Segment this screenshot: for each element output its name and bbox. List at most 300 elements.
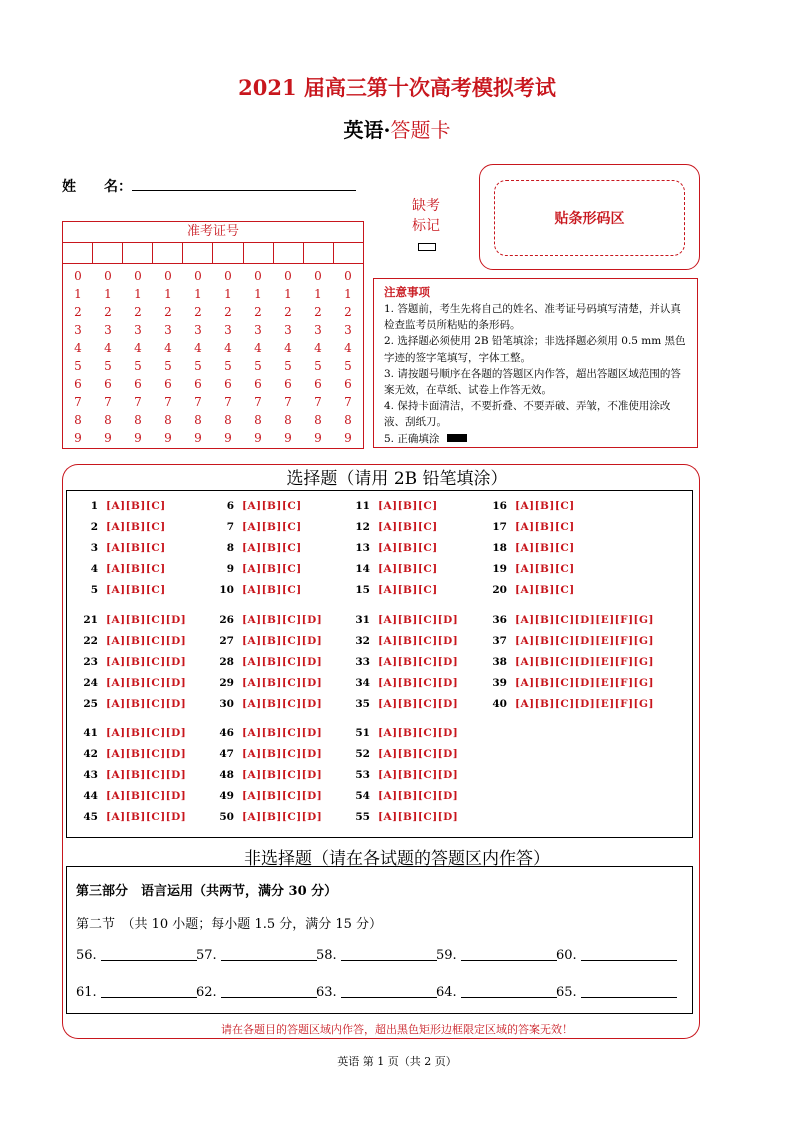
question-37[interactable] — [487, 635, 654, 647]
id-digit-bubble[interactable]: 5 — [344, 359, 352, 373]
blank-57[interactable] — [196, 948, 317, 963]
id-digit-bubble[interactable]: 1 — [74, 287, 82, 301]
id-digit-bubble[interactable]: 6 — [224, 377, 232, 391]
answer-options[interactable]: [A][B][C][D] — [378, 769, 459, 781]
question-number: 26 — [219, 614, 234, 626]
blank-line[interactable] — [461, 960, 557, 961]
question-number: 28 — [219, 656, 234, 668]
question-44[interactable] — [78, 790, 186, 802]
question-number: 23 — [83, 656, 98, 668]
id-digit-bubble[interactable]: 2 — [134, 305, 142, 319]
answer-options[interactable]: [A][B][C] — [378, 500, 438, 512]
question-41[interactable] — [78, 727, 186, 739]
question-number: 29 — [219, 677, 234, 689]
id-digit-bubble[interactable]: 0 — [134, 269, 142, 283]
answer-options[interactable]: [A][B][C] — [242, 500, 302, 512]
id-digit-bubble[interactable]: 6 — [194, 377, 202, 391]
question-46[interactable] — [214, 727, 322, 739]
id-digit-bubble[interactable]: 1 — [224, 287, 232, 301]
answer-options[interactable]: [A][B][C][D] — [242, 811, 323, 823]
question-52[interactable] — [350, 748, 458, 760]
answer-options[interactable]: [A][B][C][D] — [242, 769, 323, 781]
answer-options[interactable]: [A][B][C][D] — [106, 811, 187, 823]
id-digit-bubble[interactable]: 4 — [194, 341, 202, 355]
id-digit-column — [243, 264, 273, 444]
question-27[interactable] — [214, 635, 322, 647]
question-17[interactable] — [487, 521, 575, 533]
question-12[interactable] — [350, 521, 438, 533]
id-digit-bubble[interactable]: 6 — [164, 377, 172, 391]
id-digit-bubble[interactable]: 7 — [194, 395, 202, 409]
blank-line[interactable] — [101, 960, 197, 961]
question-15[interactable] — [350, 584, 438, 596]
id-digit-bubble[interactable]: 7 — [104, 395, 112, 409]
blank-line[interactable] — [581, 960, 677, 961]
id-digit-bubble[interactable]: 9 — [74, 431, 82, 445]
exam-id-cells — [63, 243, 363, 264]
id-digit-bubble[interactable]: 1 — [254, 287, 262, 301]
id-digit-bubble[interactable]: 7 — [284, 395, 292, 409]
question-3[interactable] — [78, 542, 166, 554]
id-digit-column — [183, 264, 213, 444]
question-number: 34 — [355, 677, 370, 689]
question-50[interactable] — [214, 811, 322, 823]
question-23[interactable] — [78, 656, 186, 668]
id-digit-bubble[interactable]: 0 — [224, 269, 232, 283]
id-digit-bubble[interactable]: 8 — [284, 413, 292, 427]
question-14[interactable] — [350, 563, 438, 575]
id-digit-column — [123, 264, 153, 444]
question-number: 17 — [492, 521, 507, 533]
question-number: 10 — [219, 584, 234, 596]
id-digit-bubble[interactable]: 2 — [314, 305, 322, 319]
answer-options[interactable]: [A][B][C] — [242, 521, 302, 533]
answer-options[interactable]: [A][B][C] — [242, 563, 302, 575]
question-number: 50 — [219, 811, 234, 823]
answer-options[interactable]: [A][B][C][D] — [242, 635, 323, 647]
id-digit-bubble[interactable]: 3 — [284, 323, 292, 337]
question-26[interactable] — [214, 614, 322, 626]
id-digit-bubble[interactable]: 7 — [254, 395, 262, 409]
answer-options[interactable]: [A][B][C] — [515, 542, 575, 554]
answer-options[interactable]: [A][B][C][D] — [106, 635, 187, 647]
id-digit-bubble[interactable]: 6 — [254, 377, 262, 391]
answer-options[interactable]: [A][B][C] — [106, 500, 166, 512]
id-digit-bubble[interactable]: 2 — [104, 305, 112, 319]
id-digit-bubble[interactable]: 2 — [194, 305, 202, 319]
question-number: 19 — [492, 563, 507, 575]
id-digit-bubble[interactable]: 5 — [194, 359, 202, 373]
blank-number: 56. — [76, 948, 97, 963]
question-7[interactable] — [214, 521, 302, 533]
id-digit-bubble[interactable]: 7 — [224, 395, 232, 409]
answer-options[interactable]: [A][B][C] — [515, 584, 575, 596]
blank-65[interactable] — [556, 985, 677, 1000]
question-number: 4 — [90, 563, 98, 575]
id-digit-bubble[interactable]: 8 — [344, 413, 352, 427]
id-digit-bubble[interactable]: 5 — [254, 359, 262, 373]
answer-options[interactable]: [A][B][C][D] — [378, 748, 459, 760]
id-digit-bubble[interactable]: 7 — [164, 395, 172, 409]
id-cell[interactable] — [183, 243, 213, 263]
id-digit-bubble[interactable]: 6 — [344, 377, 352, 391]
question-24[interactable] — [78, 677, 186, 689]
question-number: 12 — [355, 521, 370, 533]
answer-options[interactable]: [A][B][C][D] — [106, 677, 187, 689]
answer-options[interactable]: [A][B][C][D] — [242, 748, 323, 760]
id-digit-bubble[interactable]: 7 — [134, 395, 142, 409]
id-digit-bubble[interactable]: 5 — [224, 359, 232, 373]
question-number: 20 — [492, 584, 507, 596]
id-digit-bubble[interactable]: 6 — [104, 377, 112, 391]
id-digit-bubble[interactable]: 0 — [314, 269, 322, 283]
id-digit-bubble[interactable]: 9 — [314, 431, 322, 445]
blank-line[interactable] — [461, 997, 557, 998]
answer-options[interactable]: [A][B][C] — [242, 584, 302, 596]
id-digit-bubble[interactable]: 2 — [344, 305, 352, 319]
blank-62[interactable] — [196, 985, 317, 1000]
id-cell[interactable] — [244, 243, 274, 263]
blank-number: 63. — [316, 985, 337, 1000]
blank-line[interactable] — [341, 997, 437, 998]
question-34[interactable] — [350, 677, 458, 689]
answer-options[interactable]: [A][B][C][D] — [378, 656, 459, 668]
id-digit-bubble[interactable]: 9 — [344, 431, 352, 445]
question-31[interactable] — [350, 614, 458, 626]
id-digit-bubble[interactable]: 5 — [314, 359, 322, 373]
id-digit-bubble[interactable]: 8 — [104, 413, 112, 427]
answer-options[interactable]: [A][B][C][D] — [106, 656, 187, 668]
id-cell[interactable] — [123, 243, 153, 263]
answer-options[interactable]: [A][B][C][D] — [242, 656, 323, 668]
id-digit-bubble[interactable]: 8 — [164, 413, 172, 427]
answer-options[interactable]: [A][B][C][D] — [106, 748, 187, 760]
question-number: 37 — [492, 635, 507, 647]
question-number: 44 — [83, 790, 98, 802]
id-digit-bubble[interactable]: 7 — [74, 395, 82, 409]
question-number: 24 — [83, 677, 98, 689]
id-digit-bubble[interactable]: 0 — [74, 269, 82, 283]
id-cell[interactable] — [153, 243, 183, 263]
question-number: 11 — [355, 500, 370, 512]
blank-63[interactable] — [316, 985, 437, 1000]
blank-number: 61. — [76, 985, 97, 1000]
id-digit-bubble[interactable]: 0 — [284, 269, 292, 283]
exam-id-title: 准考证号 — [63, 222, 363, 243]
id-digit-column — [93, 264, 123, 444]
id-digit-bubble[interactable]: 7 — [314, 395, 322, 409]
answer-options[interactable]: [A][B][C][D] — [378, 698, 459, 710]
id-digit-bubble[interactable]: 3 — [194, 323, 202, 337]
question-number: 18 — [492, 542, 507, 554]
id-digit-bubble[interactable]: 8 — [194, 413, 202, 427]
question-4[interactable] — [78, 563, 166, 575]
question-8[interactable] — [214, 542, 302, 554]
question-39[interactable] — [487, 677, 654, 689]
id-digit-bubble[interactable]: 9 — [104, 431, 112, 445]
id-digit-bubble[interactable]: 2 — [284, 305, 292, 319]
answer-options[interactable]: [A][B][C][D] — [106, 769, 187, 781]
id-digit-bubble[interactable]: 9 — [194, 431, 202, 445]
id-digit-bubble[interactable]: 4 — [104, 341, 112, 355]
question-number: 3 — [90, 542, 98, 554]
id-digit-bubble[interactable]: 2 — [224, 305, 232, 319]
answer-options[interactable]: [A][B][C] — [515, 563, 575, 575]
mcq-title: 选择题（请用 2B 铅笔填涂） — [286, 469, 508, 489]
id-digit-bubble[interactable]: 8 — [254, 413, 262, 427]
id-digit-bubble[interactable]: 8 — [224, 413, 232, 427]
answer-options[interactable]: [A][B][C] — [515, 500, 575, 512]
id-digit-bubble[interactable]: 1 — [134, 287, 142, 301]
id-digit-bubble[interactable]: 7 — [344, 395, 352, 409]
id-digit-bubble[interactable]: 5 — [164, 359, 172, 373]
answer-options[interactable]: [A][B][C][D][E][F][G] — [515, 614, 654, 626]
id-digit-bubble[interactable]: 5 — [134, 359, 142, 373]
id-digit-bubble[interactable]: 1 — [284, 287, 292, 301]
answer-options[interactable]: [A][B][C][D] — [106, 790, 187, 802]
question-number: 43 — [83, 769, 98, 781]
question-13[interactable] — [350, 542, 438, 554]
answer-options[interactable]: [A][B][C][D] — [378, 811, 459, 823]
blank-number: 65. — [556, 985, 577, 1000]
id-digit-bubble[interactable]: 9 — [134, 431, 142, 445]
id-digit-bubble[interactable]: 4 — [164, 341, 172, 355]
question-51[interactable] — [350, 727, 458, 739]
id-cell[interactable] — [274, 243, 304, 263]
question-number: 46 — [219, 727, 234, 739]
id-digit-bubble[interactable]: 8 — [134, 413, 142, 427]
blank-60[interactable] — [556, 948, 677, 963]
question-number: 38 — [492, 656, 507, 668]
question-number: 53 — [355, 769, 370, 781]
question-53[interactable] — [350, 769, 458, 781]
id-digit-bubble[interactable]: 6 — [134, 377, 142, 391]
id-digit-bubble[interactable]: 3 — [134, 323, 142, 337]
id-digit-bubble[interactable]: 0 — [104, 269, 112, 283]
question-55[interactable] — [350, 811, 458, 823]
question-19[interactable] — [487, 563, 575, 575]
id-digit-bubble[interactable]: 1 — [314, 287, 322, 301]
id-digit-bubble[interactable]: 5 — [74, 359, 82, 373]
question-38[interactable] — [487, 656, 654, 668]
answer-options[interactable]: [A][B][C] — [106, 521, 166, 533]
id-digit-bubble[interactable]: 3 — [344, 323, 352, 337]
id-digit-bubble[interactable]: 5 — [284, 359, 292, 373]
question-11[interactable] — [350, 500, 438, 512]
id-digit-bubble[interactable]: 2 — [164, 305, 172, 319]
answer-options[interactable]: [A][B][C][D] — [378, 635, 459, 647]
answer-options[interactable]: [A][B][C][D] — [242, 677, 323, 689]
answer-options[interactable]: [A][B][C][D] — [106, 698, 187, 710]
question-22[interactable] — [78, 635, 186, 647]
id-digit-bubble[interactable]: 6 — [74, 377, 82, 391]
answer-options[interactable]: [A][B][C][D][E][F][G] — [515, 698, 654, 710]
id-digit-bubble[interactable]: 4 — [254, 341, 262, 355]
question-9[interactable] — [214, 563, 302, 575]
answer-options[interactable]: [A][B][C][D] — [242, 698, 323, 710]
question-20[interactable] — [487, 584, 575, 596]
blank-61[interactable] — [76, 985, 197, 1000]
question-45[interactable] — [78, 811, 186, 823]
question-number: 15 — [355, 584, 370, 596]
question-40[interactable] — [487, 698, 654, 710]
id-digit-bubble[interactable]: 0 — [344, 269, 352, 283]
question-number: 40 — [492, 698, 507, 710]
question-25[interactable] — [78, 698, 186, 710]
blank-line[interactable] — [101, 997, 197, 998]
id-digit-bubble[interactable]: 3 — [74, 323, 82, 337]
id-cell[interactable] — [334, 243, 363, 263]
blank-number: 64. — [436, 985, 457, 1000]
id-digit-column — [303, 264, 333, 444]
id-digit-bubble[interactable]: 0 — [194, 269, 202, 283]
question-number: 9 — [226, 563, 234, 575]
answer-options[interactable]: [A][B][C] — [242, 542, 302, 554]
question-number: 36 — [492, 614, 507, 626]
blank-line[interactable] — [221, 997, 317, 998]
id-digit-bubble[interactable]: 4 — [224, 341, 232, 355]
question-33[interactable] — [350, 656, 458, 668]
id-digit-column — [333, 264, 363, 444]
question-1[interactable] — [78, 500, 166, 512]
question-49[interactable] — [214, 790, 322, 802]
subject-title — [0, 114, 794, 143]
id-digit-bubble[interactable]: 4 — [284, 341, 292, 355]
question-10[interactable] — [214, 584, 302, 596]
question-28[interactable] — [214, 656, 322, 668]
answer-options[interactable]: [A][B][C][D] — [378, 790, 459, 802]
question-29[interactable] — [214, 677, 322, 689]
id-digit-bubble[interactable]: 4 — [74, 341, 82, 355]
question-21[interactable] — [78, 614, 186, 626]
blank-64[interactable] — [436, 985, 557, 1000]
id-cell[interactable] — [63, 243, 93, 263]
id-cell[interactable] — [93, 243, 123, 263]
answer-options[interactable]: [A][B][C] — [378, 542, 438, 554]
id-digit-bubble[interactable]: 3 — [254, 323, 262, 337]
id-digit-bubble[interactable]: 6 — [314, 377, 322, 391]
question-number: 54 — [355, 790, 370, 802]
answer-options[interactable]: [A][B][C][D][E][F][G] — [515, 677, 654, 689]
notice-item: 3. 请按题号顺序在各题的答题区内作答，超出答题区域范围的答案无效，在草纸、试卷上作答无效。 — [384, 367, 681, 397]
id-digit-bubble[interactable]: 9 — [254, 431, 262, 445]
question-47[interactable] — [214, 748, 322, 760]
blank-line[interactable] — [341, 960, 437, 961]
id-digit-bubble[interactable]: 0 — [254, 269, 262, 283]
question-6[interactable] — [214, 500, 302, 512]
answer-options[interactable]: [A][B][C] — [106, 584, 166, 596]
id-digit-bubble[interactable]: 3 — [164, 323, 172, 337]
answer-options[interactable]: [A][B][C] — [106, 563, 166, 575]
notice-box — [373, 278, 698, 448]
answer-options[interactable]: [A][B][C][D] — [378, 677, 459, 689]
part3-heading: 第三部分 语言运用（共两节，满分 30 分） — [76, 884, 338, 899]
question-36[interactable] — [487, 614, 654, 626]
exam-id-grid — [62, 221, 364, 449]
notice-item: 2. 选择题必须使用 2B 铅笔填涂；非选择题必须用 0.5 mm 黑色字迹的签字笔填写，字体工整。 — [384, 335, 686, 364]
id-digit-bubble[interactable]: 3 — [104, 323, 112, 337]
question-16[interactable] — [487, 500, 575, 512]
exam-id-bubbles — [63, 264, 363, 444]
id-digit-bubble[interactable]: 2 — [74, 305, 82, 319]
id-digit-bubble[interactable]: 8 — [74, 413, 82, 427]
blank-line[interactable] — [221, 960, 317, 961]
id-digit-bubble[interactable]: 1 — [344, 287, 352, 301]
id-digit-bubble[interactable]: 2 — [254, 305, 262, 319]
question-number: 42 — [83, 748, 98, 760]
answer-options[interactable]: [A][B][C][D] — [106, 727, 187, 739]
answer-options[interactable]: [A][B][C][D] — [378, 614, 459, 626]
blank-59[interactable] — [436, 948, 557, 963]
id-digit-bubble[interactable]: 3 — [314, 323, 322, 337]
id-digit-bubble[interactable]: 9 — [284, 431, 292, 445]
id-digit-bubble[interactable]: 8 — [314, 413, 322, 427]
answer-options[interactable]: [A][B][C][D] — [242, 790, 323, 802]
question-48[interactable] — [214, 769, 322, 781]
blank-56[interactable] — [76, 948, 197, 963]
id-digit-bubble[interactable]: 9 — [224, 431, 232, 445]
id-digit-bubble[interactable]: 5 — [104, 359, 112, 373]
answer-options[interactable]: [A][B][C][D][E][F][G] — [515, 635, 654, 647]
answer-options[interactable]: [A][B][C][D] — [378, 727, 459, 739]
absent-line1: 缺考 — [412, 198, 440, 214]
question-42[interactable] — [78, 748, 186, 760]
id-digit-bubble[interactable]: 6 — [284, 377, 292, 391]
id-digit-bubble[interactable]: 4 — [314, 341, 322, 355]
question-number: 48 — [219, 769, 234, 781]
id-digit-bubble[interactable]: 4 — [134, 341, 142, 355]
id-digit-bubble[interactable]: 1 — [194, 287, 202, 301]
answer-options[interactable]: [A][B][C] — [378, 521, 438, 533]
question-32[interactable] — [350, 635, 458, 647]
id-digit-bubble[interactable]: 1 — [164, 287, 172, 301]
id-digit-column — [153, 264, 183, 444]
answer-options[interactable]: [A][B][C] — [515, 521, 575, 533]
question-5[interactable] — [78, 584, 166, 596]
answer-options[interactable]: [A][B][C][D] — [242, 727, 323, 739]
question-number: 21 — [83, 614, 98, 626]
answer-options[interactable]: [A][B][C][D] — [242, 614, 323, 626]
answer-options[interactable]: [A][B][C] — [378, 563, 438, 575]
question-number: 55 — [355, 811, 370, 823]
id-digit-bubble[interactable]: 9 — [164, 431, 172, 445]
question-43[interactable] — [78, 769, 186, 781]
question-18[interactable] — [487, 542, 575, 554]
question-35[interactable] — [350, 698, 458, 710]
id-cell[interactable] — [304, 243, 334, 263]
answer-options[interactable]: [A][B][C][D] — [106, 614, 187, 626]
blank-58[interactable] — [316, 948, 437, 963]
question-number: 8 — [226, 542, 234, 554]
id-digit-bubble[interactable]: 3 — [224, 323, 232, 337]
id-digit-bubble[interactable]: 4 — [344, 341, 352, 355]
id-cell[interactable] — [213, 243, 243, 263]
id-digit-bubble[interactable]: 1 — [104, 287, 112, 301]
blank-line[interactable] — [581, 997, 677, 998]
question-number: 49 — [219, 790, 234, 802]
absent-checkbox[interactable] — [418, 243, 436, 251]
question-30[interactable] — [214, 698, 322, 710]
name-field[interactable] — [132, 190, 356, 191]
answer-options[interactable]: [A][B][C] — [378, 584, 438, 596]
question-54[interactable] — [350, 790, 458, 802]
answer-options[interactable]: [A][B][C][D][E][F][G] — [515, 656, 654, 668]
id-digit-bubble[interactable]: 0 — [164, 269, 172, 283]
question-number: 45 — [83, 811, 98, 823]
question-number: 33 — [355, 656, 370, 668]
answer-options[interactable]: [A][B][C] — [106, 542, 166, 554]
question-2[interactable] — [78, 521, 166, 533]
